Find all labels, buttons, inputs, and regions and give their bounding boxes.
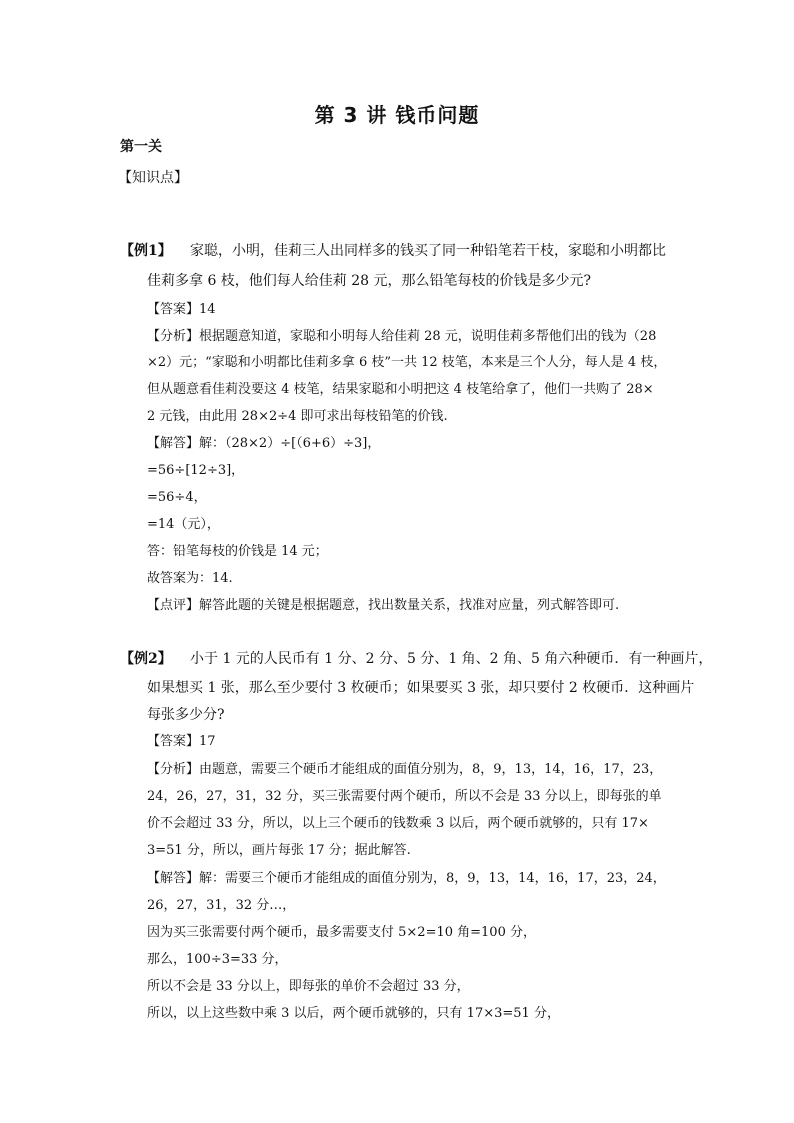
example-2-question-line: 小于 1 元的人民币有 1 分、2 分、5 分、1 角、2 角、5 角六种硬币．有一种画片， [190,651,713,667]
example-1-solution-line: 【解答】解：（28×2）÷[（6+6）÷3]， [147,436,381,451]
example-2-analysis-line: 24，26，27，31，32 分，买三张需要付两个硬币，所以不会是 33 分以上，即每张的单 [147,789,662,804]
example-1-solution-line: 答：铅笔每枝的价钱是 14 元； [147,544,328,559]
example-1-analysis-line: 2 元钱，由此用 28×2÷4 即可求出每枝铅笔的价钱. [147,409,448,424]
knowledge-point-label: 【知识点】 [118,170,188,186]
example-2-solution-line: 所以不会是 33 分以上，即每张的单价不会超过 33 分， [147,979,470,994]
example-2-solution-line: 所以，以上这些数中乘 3 以后，两个硬币就够的，只有 17×3=51 分， [147,1006,560,1021]
example-1-solution-line: =56÷[12÷3]， [147,463,245,478]
section-heading: 第一关 [120,139,162,155]
example-1-solution-line: 故答案为：14. [147,571,233,586]
example-1-solution-line: =56÷4， [147,490,207,505]
example-2-question-line: 如果想买 1 张，那么至少要付 3 枚硬币；如果要买 3 张，却只要付 2 枚硬币．这种画片 [147,680,695,696]
example-2-solution-line: 【解答】解：需要三个硬币才能组成的面值分别为，8，9，13，14，16，17，23，24， [147,871,666,886]
page-title: 第 3 讲 钱币问题 [314,103,480,127]
example-1-question-line: 家聪，小明，佳莉三人出同样多的钱买了同一种铅笔若干枝，家聪和小明都比 [190,243,666,259]
example-2-solution-line: 那么，100÷3=33 分， [147,952,288,967]
example-1-analysis-line: 【分析】根据题意知道，家聪和小明每人给佳莉 28 元，说明佳莉多帮他们出的钱为（28 [147,329,657,344]
example-1-solution-line: =14（元）， [147,517,220,532]
example-2-analysis-line: 【分析】由题意，需要三个硬币才能组成的面值分别为，8，9，13，14，16，17，23， [147,762,663,777]
example-1-analysis-line: ×2）元；“家聪和小明都比佳莉多拿 6 枝”一共 12 枝笔，本来是三个人分，每人是 4 枝， [147,355,667,370]
example-2-analysis-line: 3=51 分，所以，画片每张 17 分；据此解答. [147,843,411,858]
example-2-tag: 【例2】 [120,651,172,667]
example-1-tag: 【例1】 [120,243,172,259]
example-2-question-line: 每张多少分? [147,707,225,723]
example-2-solution-line: 因为买三张需要付两个硬币，最多需要支付 5×2=10 角=100 分， [147,925,536,940]
example-1-question-line: 佳莉多拿 6 枝，他们每人给佳莉 28 元，那么铅笔每枝的价钱是多少元? [147,273,592,289]
example-1-answer: 【答案】14 [147,302,216,317]
example-2-solution-line: 26，27，31，32 分…， [147,898,296,913]
example-2-answer: 【答案】17 [147,734,216,749]
example-1-review: 【点评】解答此题的关键是根据题意，找出数量关系，找准对应量，列式解答即可. [147,598,620,613]
example-2-analysis-line: 价不会超过 33 分，所以，以上三个硬币的钱数乘 3 以后，两个硬币就够的，只有 17× [147,816,649,831]
example-1-analysis-line: 但从题意看佳莉没要这 4 枝笔，结果家聪和小明把这 4 枝笔给拿了，他们一共购了 28× [147,382,654,397]
